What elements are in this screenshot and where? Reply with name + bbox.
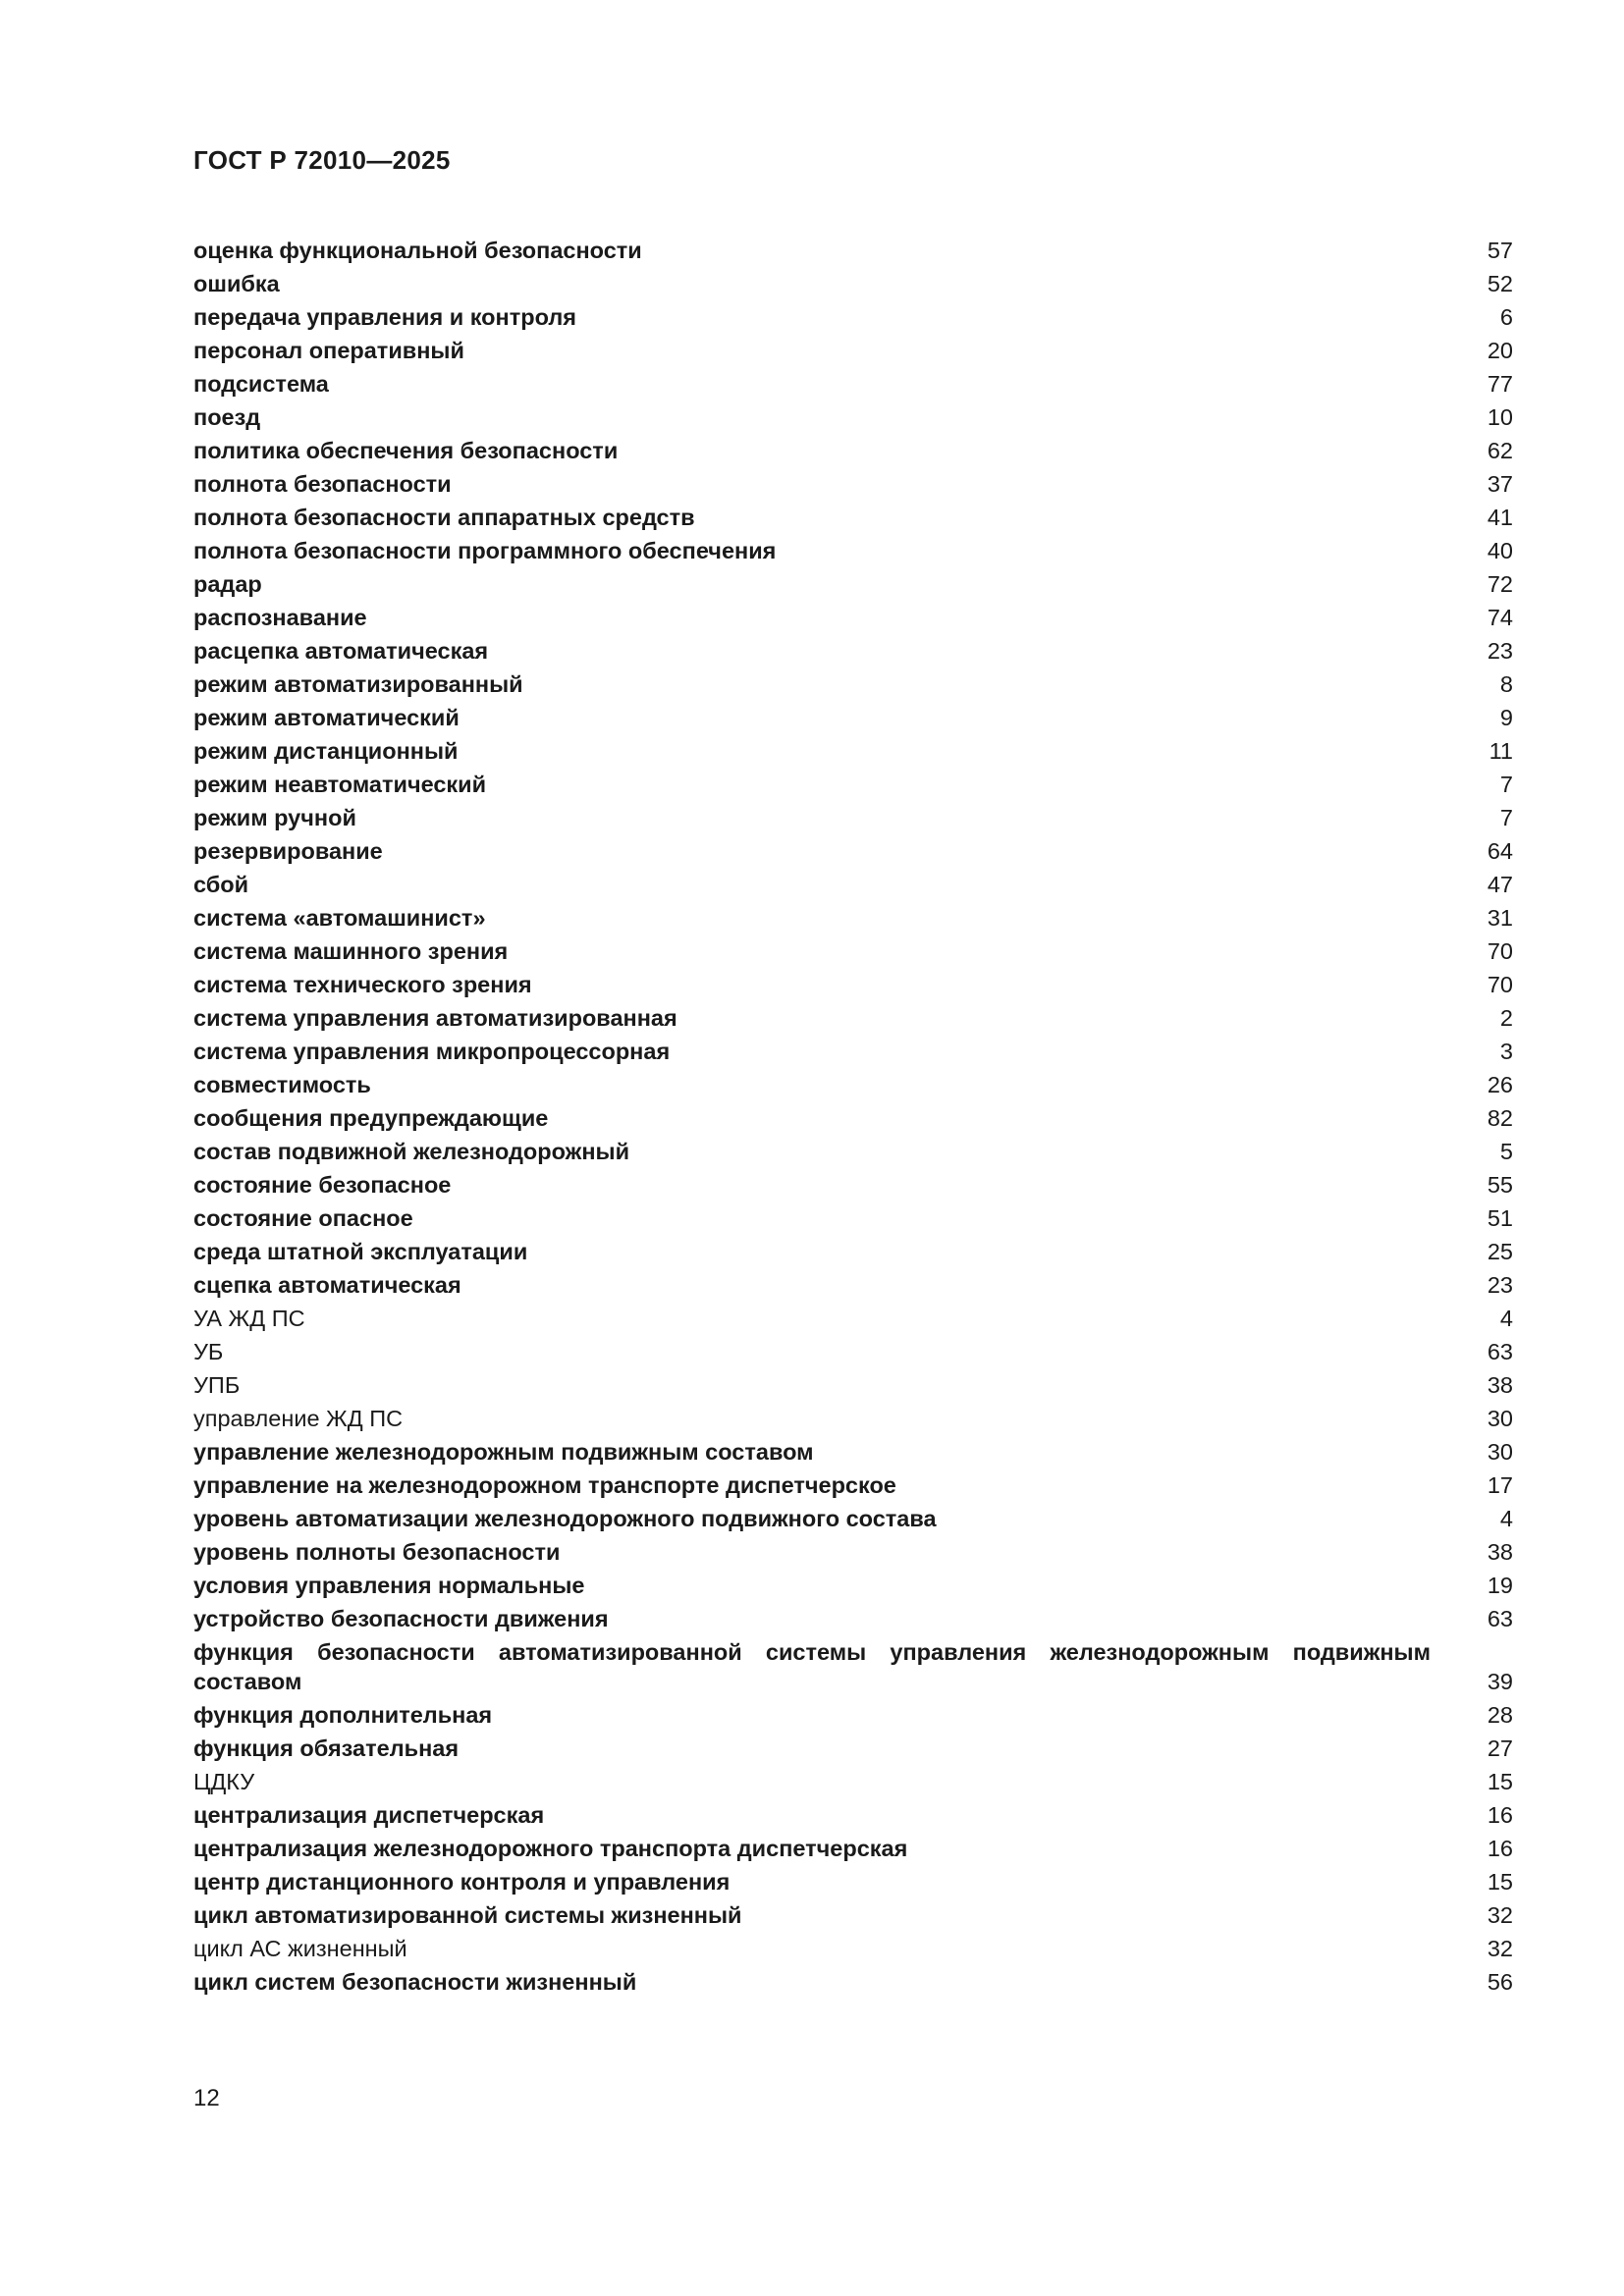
index-page-number: 28 [1487, 1702, 1513, 1728]
index-entry [193, 265, 1513, 298]
index-term: подсистема [193, 371, 329, 397]
index-page-number: 10 [1487, 404, 1513, 430]
index-entry [193, 966, 1513, 999]
index-entry [193, 1266, 1513, 1300]
index-entry [193, 1830, 1513, 1863]
index-term: система управления автоматизированная [193, 1005, 677, 1031]
index-entry [193, 532, 1513, 565]
index-term: режим автоматический [193, 705, 460, 730]
index-term: состояние опасное [193, 1205, 413, 1231]
index-page-number: 2 [1499, 1005, 1513, 1031]
index-page-number: 7 [1499, 805, 1513, 830]
index-page-number: 15 [1487, 1869, 1513, 1895]
index-entry [193, 1433, 1513, 1467]
index-term: распознавание [193, 605, 367, 630]
index-page-number: 20 [1487, 338, 1513, 363]
index-entry [193, 1533, 1513, 1567]
index-entry [193, 499, 1513, 532]
index-entry [193, 899, 1513, 933]
index-entry [193, 1796, 1513, 1830]
index-page-number: 38 [1487, 1372, 1513, 1398]
index-term: функция дополнительная [193, 1702, 493, 1728]
index-entry [193, 399, 1513, 432]
index-entry [193, 1500, 1513, 1533]
index-entry [193, 1200, 1513, 1233]
index-entry [193, 332, 1513, 365]
index-term: совместимость [193, 1072, 371, 1097]
index-term: цикл автоматизированной системы жизненный [193, 1902, 742, 1928]
index-term: полнота безопасности [193, 471, 452, 497]
index-page-number: 9 [1499, 705, 1513, 730]
index-term: сбой [193, 872, 249, 897]
index-page-number: 32 [1487, 1936, 1513, 1961]
index-page-number: 4 [1499, 1306, 1513, 1331]
index-entry [193, 1467, 1513, 1500]
index-page-number: 19 [1487, 1573, 1513, 1598]
index-term: УА ЖД ПС [193, 1306, 305, 1331]
index-page-number: 77 [1487, 371, 1513, 397]
index-entry [193, 599, 1513, 632]
index-page-number: 70 [1487, 938, 1513, 964]
index-page-number: 82 [1487, 1105, 1513, 1131]
index-term: режим автоматизированный [193, 671, 523, 697]
index-page-number: 23 [1487, 638, 1513, 664]
index-page-number: 30 [1487, 1406, 1513, 1431]
index-entry [193, 832, 1513, 866]
index-term: радар [193, 571, 262, 597]
index-entry [193, 732, 1513, 766]
index-page-number: 63 [1487, 1606, 1513, 1631]
index-entry [193, 1233, 1513, 1266]
index-term: цикл систем безопасности жизненный [193, 1969, 637, 1995]
index-page-number: 11 [1489, 738, 1513, 764]
index-page-number: 16 [1487, 1802, 1513, 1828]
index-page-number: 64 [1487, 838, 1513, 864]
index-page-number: 4 [1499, 1506, 1513, 1531]
index-entry [193, 1863, 1513, 1896]
index-term: централизация железнодорожного транспорта диспетчерская [193, 1836, 908, 1861]
index-term: система «автомашинист» [193, 905, 486, 931]
index-term: уровень автоматизации железнодорожного подвижного состава [193, 1506, 937, 1531]
index-entry [193, 1333, 1513, 1366]
index-term: централизация диспетчерская [193, 1802, 545, 1828]
index-term: оценка функциональной безопасности [193, 238, 642, 263]
index-term: режим дистанционный [193, 738, 459, 764]
index-entry [193, 1567, 1513, 1600]
alphabetical-index [193, 232, 1513, 1997]
index-page-number: 3 [1499, 1039, 1513, 1064]
index-entry [193, 1600, 1513, 1633]
index-entry [193, 1099, 1513, 1133]
index-page-number: 8 [1499, 671, 1513, 697]
index-term: состав подвижной железнодорожный [193, 1139, 630, 1164]
index-term: управление железнодорожным подвижным составом [193, 1439, 814, 1465]
index-term: полнота безопасности аппаратных средств [193, 505, 695, 530]
index-entry [193, 666, 1513, 699]
index-entry [193, 1633, 1513, 1696]
index-page-number: 55 [1487, 1172, 1513, 1198]
index-term: управление на железнодорожном транспорте диспетчерское [193, 1472, 896, 1498]
index-entry [193, 699, 1513, 732]
index-entry [193, 1896, 1513, 1930]
index-term: ошибка [193, 271, 280, 296]
index-entry [193, 232, 1513, 265]
index-entry [193, 1696, 1513, 1730]
index-entry [193, 1300, 1513, 1333]
index-term: полнота безопасности программного обеспечения [193, 538, 777, 563]
index-page-number: 62 [1487, 438, 1513, 463]
index-term: УПБ [193, 1372, 241, 1398]
index-term: поезд [193, 404, 261, 430]
index-entry [193, 432, 1513, 465]
index-entry [193, 1033, 1513, 1066]
index-entry [193, 1763, 1513, 1796]
index-page-number: 32 [1487, 1902, 1513, 1928]
index-term: режим ручной [193, 805, 356, 830]
index-entry [193, 1730, 1513, 1763]
index-page-number: 47 [1487, 872, 1513, 897]
index-term: персонал оперативный [193, 338, 464, 363]
index-page-number: 6 [1499, 304, 1513, 330]
index-term: центр дистанционного контроля и управления [193, 1869, 731, 1895]
index-entry [193, 1366, 1513, 1400]
index-page-number: 25 [1487, 1239, 1513, 1264]
index-page-number: 38 [1487, 1539, 1513, 1565]
index-term: функция безопасности автоматизированной системы управления железнодорожным подвижным составом [193, 1639, 1431, 1694]
index-entry [193, 465, 1513, 499]
index-page-number: 40 [1487, 538, 1513, 563]
index-term: система машинного зрения [193, 938, 509, 964]
index-page-number: 37 [1487, 471, 1513, 497]
index-page-number: 15 [1487, 1769, 1513, 1794]
page-number: 12 [193, 2085, 220, 2111]
index-entry [193, 799, 1513, 832]
index-page-number: 16 [1487, 1836, 1513, 1861]
index-term: УБ [193, 1339, 224, 1364]
index-term: цикл АС жизненный [193, 1936, 407, 1961]
index-page-number: 51 [1487, 1205, 1513, 1231]
index-entry [193, 1166, 1513, 1200]
index-entry [193, 565, 1513, 599]
index-entry [193, 999, 1513, 1033]
index-term: устройство безопасности движения [193, 1606, 609, 1631]
index-page-number: 70 [1487, 972, 1513, 997]
index-page-number: 31 [1487, 905, 1513, 931]
index-term: система технического зрения [193, 972, 532, 997]
index-page-number: 17 [1487, 1472, 1513, 1498]
index-page-number: 30 [1487, 1439, 1513, 1465]
index-term: ЦДКУ [193, 1769, 255, 1794]
index-entry [193, 1930, 1513, 1963]
index-term: сцепка автоматическая [193, 1272, 461, 1298]
index-term: передача управления и контроля [193, 304, 576, 330]
page-header: ГОСТ Р 72010—2025 [193, 145, 451, 175]
index-page-number: 23 [1487, 1272, 1513, 1298]
index-term: система управления микропроцессорная [193, 1039, 671, 1064]
index-page-number: 74 [1487, 605, 1513, 630]
index-entry [193, 766, 1513, 799]
index-page-number: 26 [1487, 1072, 1513, 1097]
index-entry [193, 866, 1513, 899]
index-page-number: 39 [1487, 1669, 1513, 1694]
index-entry [193, 365, 1513, 399]
index-term: уровень полноты безопасности [193, 1539, 561, 1565]
index-term: условия управления нормальные [193, 1573, 585, 1598]
index-page-number: 27 [1487, 1735, 1513, 1761]
index-term: среда штатной эксплуатации [193, 1239, 528, 1264]
index-page-number: 41 [1487, 505, 1513, 530]
index-entry [193, 1066, 1513, 1099]
index-term: сообщения предупреждающие [193, 1105, 549, 1131]
index-entry [193, 298, 1513, 332]
index-entry [193, 1133, 1513, 1166]
index-term: состояние безопасное [193, 1172, 452, 1198]
index-term: политика обеспечения безопасности [193, 438, 619, 463]
index-entry [193, 1963, 1513, 1997]
index-page-number: 72 [1487, 571, 1513, 597]
index-term: резервирование [193, 838, 383, 864]
index-term: функция обязательная [193, 1735, 460, 1761]
index-entry [193, 933, 1513, 966]
index-page-number: 56 [1487, 1969, 1513, 1995]
index-page-number: 52 [1487, 271, 1513, 296]
index-term: управление ЖД ПС [193, 1406, 404, 1431]
index-page-number: 7 [1499, 772, 1513, 797]
index-page-number: 57 [1487, 238, 1513, 263]
index-page-number: 63 [1487, 1339, 1513, 1364]
index-entry [193, 1400, 1513, 1433]
index-term: режим неавтоматический [193, 772, 487, 797]
index-term: расцепка автоматическая [193, 638, 489, 664]
index-entry [193, 632, 1513, 666]
index-page-number: 5 [1499, 1139, 1513, 1164]
